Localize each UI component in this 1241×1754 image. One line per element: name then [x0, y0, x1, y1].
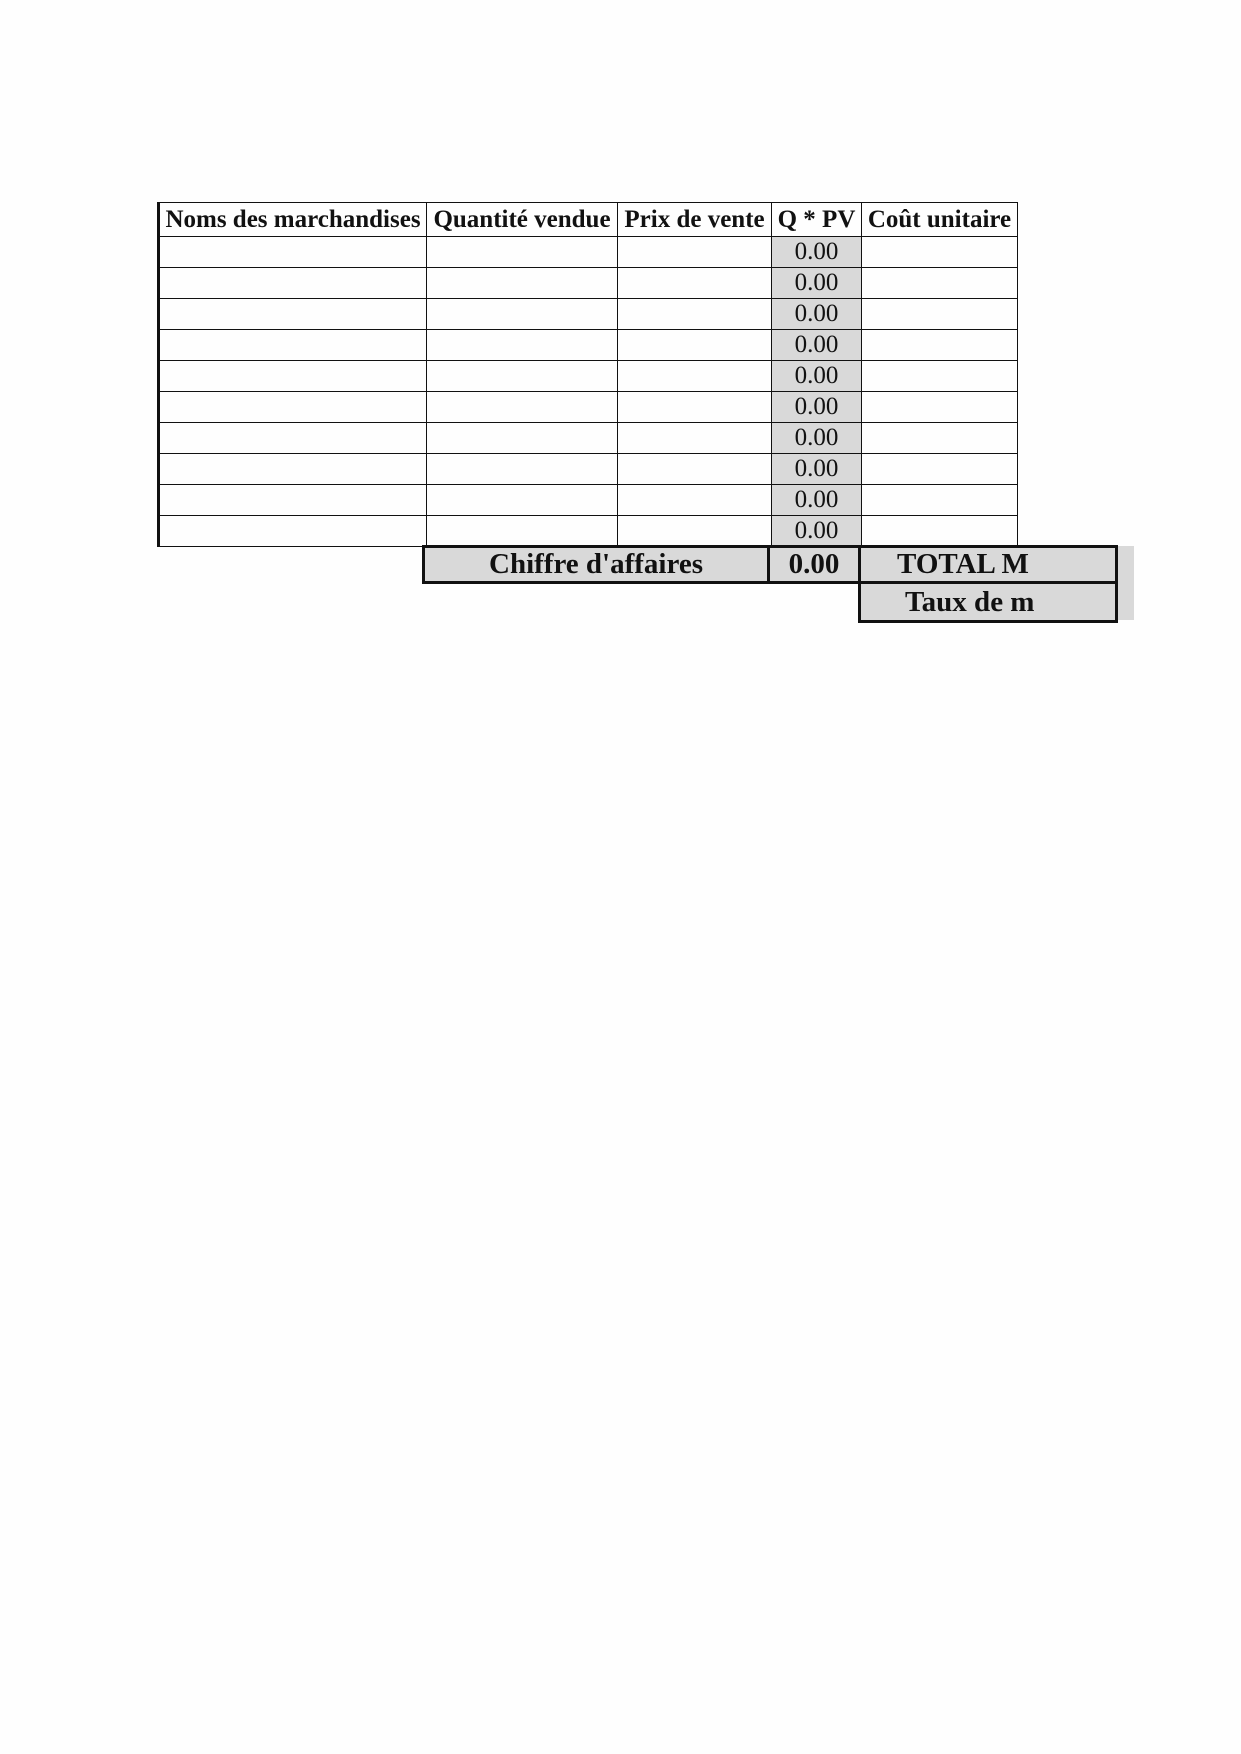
- taux-label-cell: [858, 581, 1118, 623]
- cell-qpv[interactable]: 0.00: [772, 423, 862, 454]
- cell-qty[interactable]: [427, 516, 618, 547]
- cell-cost[interactable]: [862, 516, 1018, 547]
- cell-price[interactable]: [618, 299, 772, 330]
- cell-cost[interactable]: [862, 299, 1018, 330]
- table-row: [159, 237, 1018, 268]
- cell-name[interactable]: [159, 454, 427, 485]
- cell-qty[interactable]: [427, 299, 618, 330]
- cell-qty[interactable]: [427, 237, 618, 268]
- ca-label-cell: [422, 545, 770, 584]
- table-row: [159, 330, 1018, 361]
- cell-name[interactable]: [159, 392, 427, 423]
- cell-qty[interactable]: [427, 268, 618, 299]
- cell-price[interactable]: [618, 237, 772, 268]
- cell-price[interactable]: [618, 392, 772, 423]
- cell-cost[interactable]: [862, 454, 1018, 485]
- cell-qpv[interactable]: 0.00: [772, 237, 862, 268]
- cell-qpv[interactable]: 0.00: [772, 268, 862, 299]
- cell-name[interactable]: [159, 299, 427, 330]
- ca-value: 0.00: [788, 548, 840, 580]
- cell-qty[interactable]: [427, 485, 618, 516]
- cell-cost[interactable]: [862, 392, 1018, 423]
- cell-cost[interactable]: [862, 330, 1018, 361]
- cell-price[interactable]: [618, 268, 772, 299]
- header-cout: Coût unitaire: [862, 203, 1018, 237]
- cell-cost[interactable]: [862, 361, 1018, 392]
- table-row: [159, 423, 1018, 454]
- ca-value-cell: [767, 545, 861, 584]
- total-label: TOTAL M: [897, 548, 1029, 580]
- cell-price[interactable]: [618, 330, 772, 361]
- cell-name[interactable]: [159, 485, 427, 516]
- cell-qpv[interactable]: 0.00: [772, 516, 862, 547]
- cell-qty[interactable]: [427, 392, 618, 423]
- table-row: [159, 454, 1018, 485]
- cell-price[interactable]: [618, 516, 772, 547]
- cell-name[interactable]: [159, 423, 427, 454]
- cell-qty[interactable]: [427, 454, 618, 485]
- cell-qpv[interactable]: 0.00: [772, 392, 862, 423]
- cell-qpv[interactable]: 0.00: [772, 485, 862, 516]
- cell-price[interactable]: [618, 361, 772, 392]
- cell-qty[interactable]: [427, 361, 618, 392]
- cell-name[interactable]: [159, 361, 427, 392]
- table-row: [159, 268, 1018, 299]
- cell-cost[interactable]: [862, 268, 1018, 299]
- cell-qty[interactable]: [427, 423, 618, 454]
- sales-table: [157, 202, 1018, 547]
- table-row: [159, 392, 1018, 423]
- cell-price[interactable]: [618, 454, 772, 485]
- header-noms: Noms des marchandises: [159, 203, 427, 237]
- table-row: [159, 361, 1018, 392]
- cell-price[interactable]: [618, 423, 772, 454]
- cell-qpv[interactable]: 0.00: [772, 361, 862, 392]
- header-row: [159, 203, 1018, 237]
- cell-name[interactable]: [159, 237, 427, 268]
- cell-name[interactable]: [159, 268, 427, 299]
- header-qpv: Q * PV: [772, 203, 862, 237]
- cell-qpv[interactable]: 0.00: [772, 299, 862, 330]
- cell-price[interactable]: [618, 485, 772, 516]
- cell-name[interactable]: [159, 516, 427, 547]
- table-row: [159, 516, 1018, 547]
- cell-cost[interactable]: [862, 237, 1018, 268]
- total-clip: [858, 545, 1035, 623]
- table-row: [159, 299, 1018, 330]
- cell-qpv[interactable]: 0.00: [772, 330, 862, 361]
- table-row: [159, 485, 1018, 516]
- cell-name[interactable]: [159, 330, 427, 361]
- cell-qpv[interactable]: 0.00: [772, 454, 862, 485]
- cell-cost[interactable]: [862, 423, 1018, 454]
- cell-qty[interactable]: [427, 330, 618, 361]
- taux-label: Taux de m: [905, 585, 1035, 618]
- total-label-cell: [858, 545, 1118, 584]
- ca-label: Chiffre d'affaires: [489, 548, 703, 580]
- cell-cost[interactable]: [862, 485, 1018, 516]
- header-quantite: Quantité vendue: [427, 203, 618, 237]
- header-prix: Prix de vente: [618, 203, 772, 237]
